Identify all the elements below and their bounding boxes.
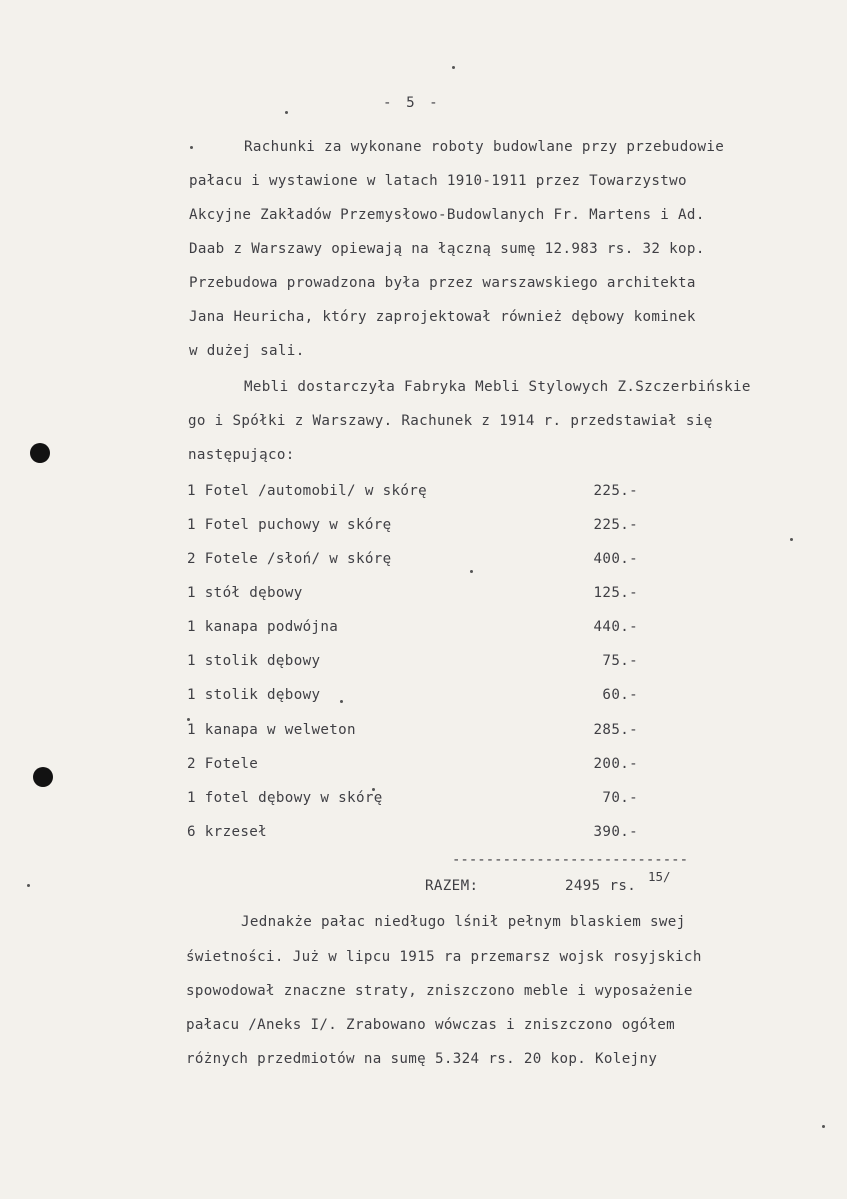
paragraph-line: następująco:	[188, 447, 295, 463]
paragraph-line: pałacu /Aneks I/. Zrabowano wówczas i zniszczono ogółem	[186, 1017, 676, 1033]
invoice-item-name: 2 Fotele	[187, 756, 259, 772]
paper-speck	[190, 146, 193, 149]
paragraph-line: Jednakże pałac niedługo lśnił pełnym blaskiem swej	[241, 914, 686, 930]
invoice-item-price: 60.-	[602, 687, 638, 703]
invoice-item-price: 390.-	[593, 824, 638, 840]
invoice-item-name: 1 stolik dębowy	[187, 687, 321, 703]
paragraph-line: Daab z Warszawy opiewają na łączną sumę 12.983 rs. 32 kop.	[189, 241, 705, 257]
paragraph-line: Przebudowa prowadzona była przez warszawskiego architekta	[189, 275, 696, 291]
invoice-item-price: 70.-	[602, 790, 638, 806]
paper-speck	[452, 66, 455, 69]
invoice-item-price: 225.-	[593, 517, 638, 533]
invoice-item-name: 1 Fotel /automobil/ w skórę	[187, 483, 428, 499]
paper-speck	[470, 570, 473, 573]
paragraph-line: w dużej sali.	[189, 343, 305, 359]
invoice-item-name: 1 stolik dębowy	[187, 653, 321, 669]
paper-speck	[340, 700, 343, 703]
total-label: RAZEM:	[425, 878, 479, 894]
invoice-item-price: 225.-	[593, 483, 638, 499]
paragraph-line: świetności. Już w lipcu 1915 ra przemarsz wojsk rosyjskich	[186, 949, 702, 965]
total-rule: ----------------------------	[452, 852, 689, 868]
page-number: - 5 -	[383, 95, 441, 111]
invoice-item-name: 1 Fotel puchowy w skórę	[187, 517, 392, 533]
paper-speck	[285, 111, 288, 114]
paragraph-line: Akcyjne Zakładów Przemysłowo-Budowlanych Fr. Martens i Ad.	[189, 207, 705, 223]
footnote-marker: 15/	[648, 869, 671, 884]
invoice-item-price: 400.-	[593, 551, 638, 567]
invoice-item-price: 440.-	[593, 619, 638, 635]
paragraph-line: spowodował znaczne straty, zniszczono meble i wyposażenie	[186, 983, 693, 999]
punch-hole	[33, 767, 53, 787]
invoice-item-price: 125.-	[593, 585, 638, 601]
paragraph-line: pałacu i wystawione w latach 1910-1911 przez Towarzystwo	[189, 173, 687, 189]
invoice-item-name: 1 kanapa w welweton	[187, 722, 356, 738]
paper-speck	[790, 538, 793, 541]
paragraph-line: Jana Heuricha, który zaprojektował również dębowy kominek	[189, 309, 696, 325]
paragraph-line: Rachunki za wykonane roboty budowlane przy przebudowie	[244, 139, 725, 155]
invoice-item-price: 200.-	[593, 756, 638, 772]
invoice-item-name: 2 Fotele /słoń/ w skórę	[187, 551, 392, 567]
invoice-item-price: 285.-	[593, 722, 638, 738]
total-value: 2495 rs.	[565, 878, 637, 894]
paragraph-line: różnych przedmiotów na sumę 5.324 rs. 20 kop. Kolejny	[186, 1051, 658, 1067]
invoice-item-name: 6 krzeseł	[187, 824, 268, 840]
paragraph-line: go i Spółki z Warszawy. Rachunek z 1914 r. przedstawiał się	[188, 413, 713, 429]
invoice-item-name: 1 stół dębowy	[187, 585, 303, 601]
punch-hole	[30, 443, 50, 463]
invoice-item-name: 1 kanapa podwójna	[187, 619, 339, 635]
paper-speck	[822, 1125, 825, 1128]
paper-speck	[27, 884, 30, 887]
invoice-item-name: 1 fotel dębowy w skórę	[187, 790, 383, 806]
paragraph-line: Mebli dostarczyła Fabryka Mebli Stylowych Z.Szczerbińskie	[244, 379, 751, 395]
invoice-item-price: 75.-	[602, 653, 638, 669]
